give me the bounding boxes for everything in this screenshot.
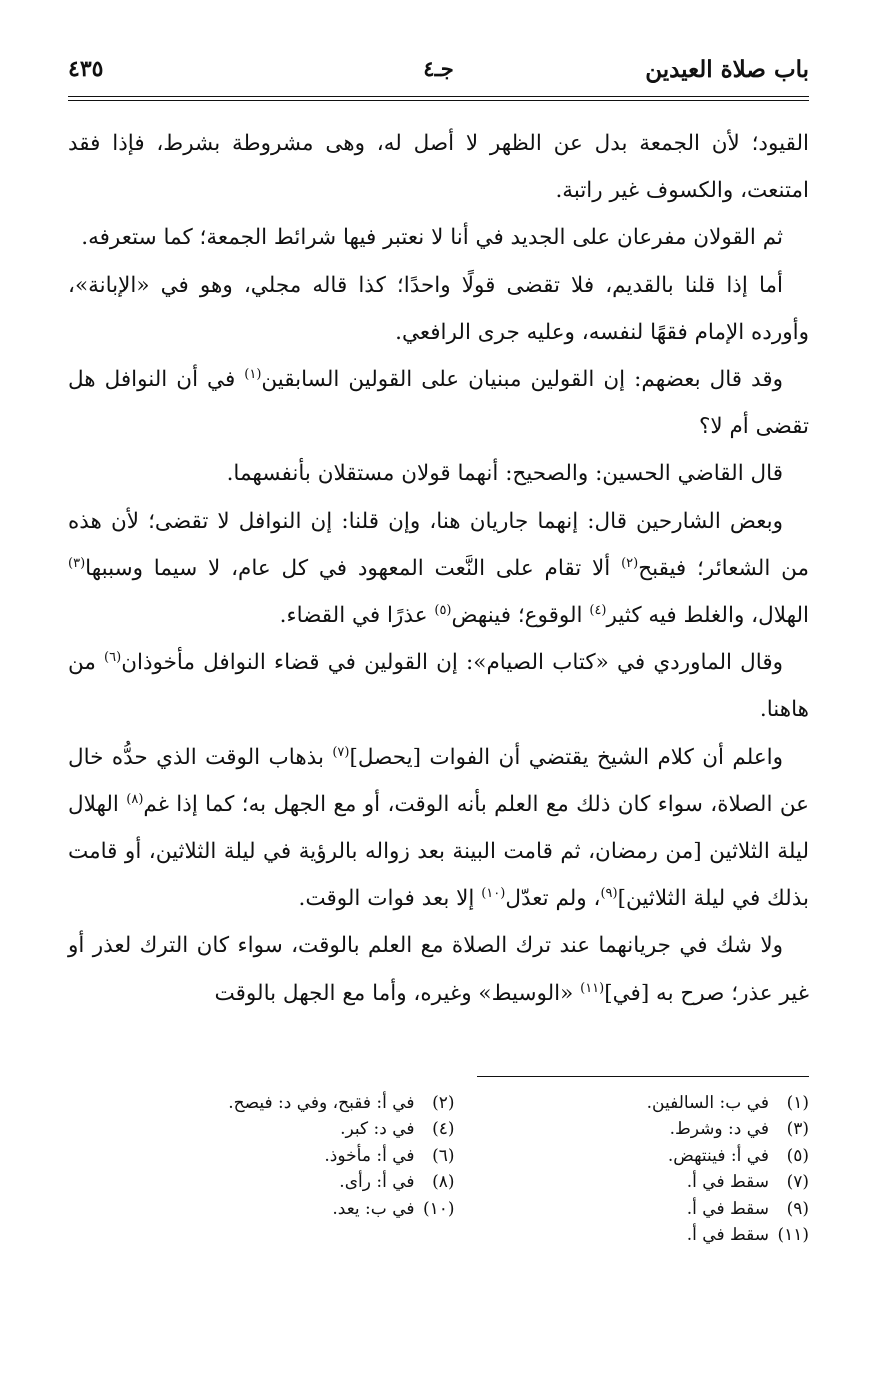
footnote-number: (٢) xyxy=(432,1093,455,1113)
paragraph-text: ألا تقام على النَّعت المعهود في كل عام، لا سيما وسببها xyxy=(85,555,622,581)
paragraph-text: في أن النوافل هل تقضى أم لا؟ xyxy=(68,367,809,440)
footnotes-left-column xyxy=(160,1090,455,1248)
paragraph xyxy=(68,450,809,497)
paragraph-text: بذهاب الوقت الذي حدُّه خال عن الصلاة، سواء كان ذلك مع العلم بأنه الوقت، أو مع الجهل به؛ كما إذا غم xyxy=(68,744,810,817)
footnote-item xyxy=(515,1143,810,1169)
footnote-number: (١) xyxy=(786,1093,809,1113)
footnote-item xyxy=(515,1169,810,1195)
footnote-number: (١١) xyxy=(777,1225,809,1246)
footnote-number: (٩) xyxy=(786,1198,809,1219)
paragraph-text: عذرًا في القضاء. xyxy=(279,603,435,629)
footnote-number: (٤) xyxy=(432,1119,455,1140)
paragraph xyxy=(68,498,809,640)
paragraph-text: وبعض الشارحين قال: إنهما جاريان هنا، وإن قلنا: إن النوافل لا تقضى؛ لأن هذه من الشعائر؛ فيقبح xyxy=(68,508,809,581)
paragraph-text: أما إذا قلنا بالقديم، فلا تقضى قولًا واحدًا؛ كذا قاله مجلي، وهو في «الإبانة»، وأورده الإمام فقهًا لنفسه، وعليه جرى الرافعي. xyxy=(68,272,809,345)
paragraph-text: القيود؛ لأن الجمعة بدل عن الظهر لا أصل له، وهى مشروطة بشرط، فإذا فقد امتنعت، والكسوف غير راتبة. xyxy=(68,131,809,204)
paragraph xyxy=(68,214,809,261)
paragraph-text: قال القاضي الحسين: والصحيح: أنهما قولان مستقلان بأنفسهما. xyxy=(226,461,783,487)
footnote-item xyxy=(515,1196,810,1222)
footnote-item xyxy=(160,1143,455,1169)
paragraph-text: إلا بعد فوات الوقت. xyxy=(298,886,482,912)
paragraph-text: ثم القولان مفرعان على الجديد في أنا لا نعتبر فيها شرائط الجمعة؛ كما ستعرفه. xyxy=(81,225,783,251)
paragraph-text: الهلال ليلة الثلاثين [من رمضان، ثم قامت البينة بعد زواله بالرؤية في ليلة الثلاثين، أو قامت بذلك في ليلة الثلاثين] xyxy=(68,791,809,912)
header-divider xyxy=(68,96,809,97)
footnote-item xyxy=(515,1116,810,1142)
footnote-number: (٦) xyxy=(432,1145,455,1166)
footnote-text: في ب: السالفين. xyxy=(646,1093,769,1113)
header-divider-thin xyxy=(68,100,809,101)
footnote-reference: (٦) xyxy=(104,650,122,666)
paragraph-text: الوقوع؛ فينهض xyxy=(451,603,590,629)
footnote-text: في د: وشرط. xyxy=(669,1119,769,1140)
footnote-text: في أ: فقبح، وفي د: فيصح. xyxy=(228,1093,415,1113)
paragraph xyxy=(68,262,809,356)
paragraph-text: وقد قال بعضهم: إن القولين مبنيان على القولين السابقين xyxy=(261,367,783,393)
footnote-number: (٣) xyxy=(786,1119,809,1140)
paragraph xyxy=(68,922,809,1016)
footnote-number: (٨) xyxy=(432,1172,455,1193)
paragraph xyxy=(68,356,809,450)
footnote-number: (١٠) xyxy=(422,1198,455,1219)
paragraph-text: واعلم أن كلام الشيخ يقتضي أن الفوات [يحصل] xyxy=(349,744,783,770)
footnote-item xyxy=(160,1116,455,1142)
page-header xyxy=(68,50,809,94)
footnote-text: في ب: يعد. xyxy=(332,1198,415,1219)
footnote-item xyxy=(160,1169,455,1195)
footnote-reference: (١١) xyxy=(580,980,605,996)
paragraph xyxy=(68,734,809,923)
footnote-reference: (٥) xyxy=(434,602,452,618)
footnote-text: سقط في أ. xyxy=(686,1172,769,1193)
chapter-title: باب صلاة العيدين xyxy=(645,56,809,83)
paragraph-text: الهلال، والغلط فيه كثير xyxy=(606,603,809,629)
footnotes xyxy=(160,1090,809,1248)
footnote-text: في أ: مأخوذ. xyxy=(324,1145,415,1166)
footnote-reference: (٨) xyxy=(126,791,144,807)
paragraph-text: وقال الماوردي في «كتاب الصيام»: إن القولين في قضاء النوافل مأخوذان xyxy=(121,650,783,676)
footnote-text: في أ: رأى. xyxy=(339,1172,415,1193)
footnote-reference: (١) xyxy=(244,366,262,382)
paragraph xyxy=(68,639,809,733)
footnote-number: (٥) xyxy=(786,1145,809,1166)
paragraph-text: ، ولم تعدّل xyxy=(505,886,601,912)
footnote-reference: (٣) xyxy=(68,555,86,571)
footnote-item xyxy=(160,1090,455,1116)
footnotes-right-column xyxy=(515,1090,810,1248)
paragraph xyxy=(68,120,809,214)
footnote-divider xyxy=(477,1076,809,1077)
footnote-number: (٧) xyxy=(786,1172,809,1193)
paragraph-text: من هاهنا. xyxy=(68,650,809,723)
footnote-text: سقط في أ. xyxy=(686,1225,769,1246)
footnote-reference: (٩) xyxy=(600,886,618,902)
footnote-text: في أ: فينتهض. xyxy=(667,1145,769,1166)
main-text xyxy=(68,120,809,1017)
footnote-reference: (٤) xyxy=(589,602,607,618)
footnote-text: سقط في أ. xyxy=(686,1198,769,1219)
footnote-reference: (١٠) xyxy=(481,886,506,902)
footnote-text: في د: كبر. xyxy=(340,1119,415,1140)
volume-number: جـ٤ xyxy=(423,56,454,81)
paragraph-text: «الوسيط» وغيره، وأما مع الجهل بالوقت xyxy=(214,980,581,1006)
footnote-item xyxy=(515,1090,810,1116)
footnote-reference: (٧) xyxy=(332,744,350,760)
page-number: ٤٣٥ xyxy=(68,56,104,82)
footnote-reference: (٢) xyxy=(621,555,639,571)
footnote-item xyxy=(515,1222,810,1248)
footnote-item xyxy=(160,1196,455,1222)
paragraph-text: ولا شك في جريانهما عند ترك الصلاة مع العلم بالوقت، سواء كان الترك لعذر أو غير عذر؛ صرح به [في] xyxy=(68,933,809,1006)
